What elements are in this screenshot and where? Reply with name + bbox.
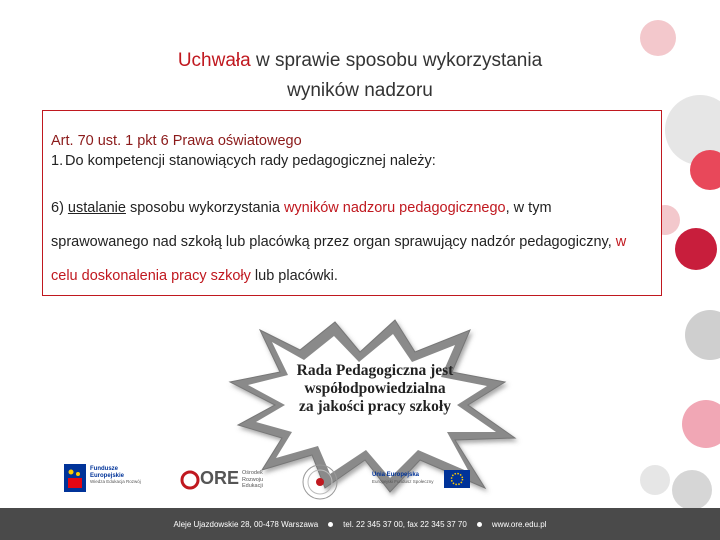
callout-line-3: za jakości pracy szkoły xyxy=(299,398,451,415)
eu-line-1: Unia Europejska xyxy=(372,472,420,478)
footer-phone: tel. 22 345 37 00, fax 22 345 37 70 xyxy=(343,519,467,529)
callout-line-2: współodpowiedzialna xyxy=(304,380,446,397)
fe-logo xyxy=(64,464,164,498)
article-reference: Art. 70 ust. 1 pkt 6 Prawa oświatowego xyxy=(51,133,302,149)
separator-dot-icon xyxy=(328,522,333,527)
para-part2: , w tym sprawowanego nad szkołą lub placówką przez organ sprawujący nadzór pedagogiczny, xyxy=(51,200,616,250)
para-prefix: 6) xyxy=(51,200,68,216)
fe-line-2: Europejskie xyxy=(90,472,125,479)
para-part3: lub placówki. xyxy=(250,268,338,284)
ore-sub-1: Ośrodek xyxy=(242,470,263,476)
callout-text xyxy=(265,362,485,416)
eu-logo xyxy=(372,468,472,498)
para-highlight-2: w celu doskonalenia pracy szkoły xyxy=(51,234,627,284)
para-highlight-1: wyników nadzoru pedagogicznego xyxy=(283,200,506,216)
footer-web[interactable]: www.ore.edu.pl xyxy=(491,519,547,529)
para-part1: sposobu wykorzystania xyxy=(125,200,284,216)
point-number: 1. xyxy=(51,153,64,169)
fe-line-3: Wiedza Edukacja Rozwój xyxy=(90,479,141,484)
eu-line-2: Europejski Fundusz Społeczny xyxy=(372,478,434,484)
title-line1-rest: w sprawie sposobu wykorzystania xyxy=(250,50,543,71)
ore-logo-text: ORE xyxy=(200,468,240,488)
callout-line-1: Rada Pedagogiczna jest xyxy=(296,362,454,379)
title-accent-word: Uchwała xyxy=(177,50,251,71)
fe-line-1: Fundusze xyxy=(90,466,118,472)
para-underlined: ustalanie xyxy=(67,200,126,216)
ore-sub-2: Rozwoju xyxy=(242,476,264,483)
title-line2: wyników nadzoru xyxy=(287,80,433,101)
footer xyxy=(0,508,720,540)
seal-logo xyxy=(300,462,340,502)
fe-logo-icon xyxy=(64,464,86,492)
seal-icon xyxy=(300,462,340,502)
ore-sub-3: Edukacji xyxy=(242,483,263,489)
ore-logo-icon xyxy=(180,470,200,490)
separator-dot-icon xyxy=(477,522,482,527)
ore-logo xyxy=(180,468,270,496)
footer-address: Aleje Ujazdowskie 28, 00-478 Warszawa xyxy=(173,519,319,529)
point-text: Do kompetencji stanowiących rady pedagogicznej należy: xyxy=(65,153,436,169)
eu-flag-icon xyxy=(444,470,470,488)
